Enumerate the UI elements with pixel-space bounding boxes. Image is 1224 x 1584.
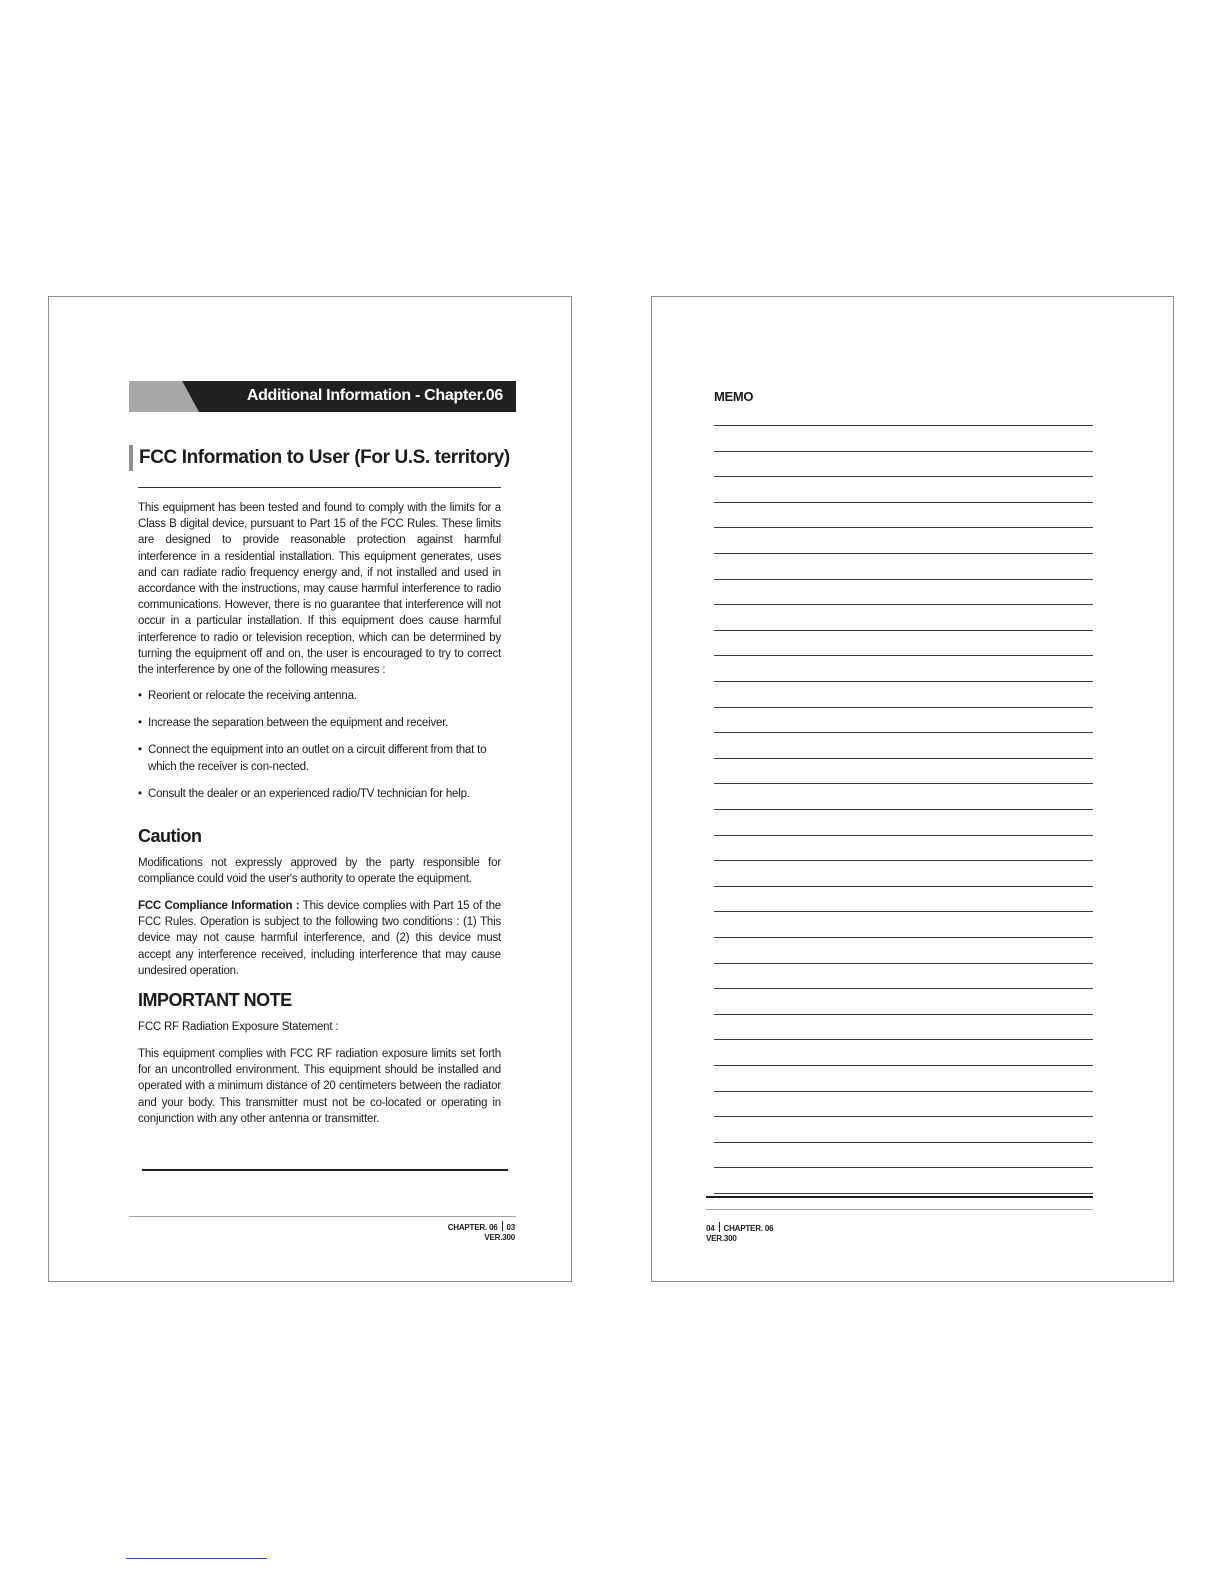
memo-line	[714, 1142, 1093, 1143]
memo-line	[714, 886, 1093, 887]
memo-line	[714, 1014, 1093, 1015]
chapter-banner-title: Additional Information - Chapter.06	[246, 387, 503, 404]
important-note-heading: IMPORTANT NOTE	[138, 990, 292, 1010]
memo-lines	[714, 425, 1093, 1205]
memo-line	[714, 655, 1093, 656]
memo-line	[714, 553, 1093, 554]
bullet-icon: •	[138, 690, 142, 702]
memo-line	[714, 963, 1093, 964]
section-end-rule	[142, 1169, 508, 1171]
footer-divider	[719, 1222, 720, 1232]
memo-title: MEMO	[714, 389, 754, 404]
manual-page-right	[651, 296, 1174, 1282]
memo-line	[714, 937, 1093, 938]
memo-line	[714, 1167, 1093, 1168]
bullet-icon: •	[138, 744, 142, 757]
compliance-label: FCC Compliance Information :	[138, 900, 300, 912]
chapter-banner	[129, 381, 516, 412]
memo-line	[714, 604, 1093, 605]
memo-line	[714, 1193, 1093, 1194]
list-item	[138, 715, 501, 731]
page-number: 04	[706, 1224, 715, 1233]
footer-divider	[502, 1221, 503, 1231]
page-footer-left	[448, 1221, 515, 1243]
memo-line	[714, 860, 1093, 861]
memo-line	[714, 783, 1093, 784]
footer-version: VER.300	[484, 1233, 515, 1242]
memo-line	[714, 835, 1093, 836]
list-item	[138, 688, 501, 704]
memo-line	[714, 630, 1093, 631]
memo-line	[714, 732, 1093, 733]
bullet-text: Increase the separation between the equipment and receiver.	[148, 717, 449, 730]
list-item	[138, 786, 501, 802]
rf-exposure-paragraph: This equipment complies with FCC RF radiation exposure limits set forth for an uncontrolled environment. This equipment should be installed and operated with a minimum distance of 20 centimeters between the radiator and your body. This transmitter must not be co-located or operating in conjunction with any other antenna or transmitter.	[138, 1048, 501, 1125]
memo-line	[714, 1091, 1093, 1092]
compliance-text: This device complies with Part 15 of the FCC Rules. Operation is subject to the following two conditions : (1) This device may not cause harmful interference, and (2) this device must accept any interference received, including interference that may cause undesired operation.	[138, 900, 501, 977]
footer-chapter: CHAPTER. 06	[723, 1224, 774, 1233]
bullet-text: Reorient or relocate the receiving antenna.	[148, 690, 357, 702]
memo-line	[714, 579, 1093, 580]
footer-rule	[706, 1209, 1093, 1210]
memo-bottom-rule	[706, 1196, 1093, 1198]
bullet-icon: •	[138, 787, 142, 800]
footer-rule	[129, 1216, 516, 1217]
memo-line	[714, 809, 1093, 810]
footer-chapter-line	[706, 1222, 773, 1234]
memo-line	[714, 707, 1093, 708]
footer-chapter-line	[448, 1221, 515, 1233]
memo-line	[714, 502, 1093, 503]
memo-line	[714, 476, 1093, 477]
memo-line	[714, 911, 1093, 912]
compliance-paragraph	[138, 898, 501, 979]
caution-paragraph: Modifications not expressly approved by the party responsible for compliance could void the user's authority to operate the equipment.	[138, 857, 501, 886]
memo-line	[714, 1065, 1093, 1066]
memo-line	[714, 1116, 1093, 1117]
bullet-text: Consult the dealer or an experienced radio/TV technician for help.	[148, 787, 470, 800]
banner-gray-wedge	[129, 381, 199, 412]
footer-version: VER.300	[706, 1234, 737, 1243]
memo-line	[714, 527, 1093, 528]
memo-line	[714, 1039, 1093, 1040]
bullet-icon: •	[138, 717, 142, 730]
manual-page-left	[48, 296, 572, 1282]
page-footer-right	[706, 1222, 773, 1244]
memo-line	[714, 425, 1093, 426]
title-marker	[129, 445, 133, 471]
memo-line	[714, 988, 1093, 989]
document-link-underline[interactable]	[126, 1558, 267, 1559]
fcc-information-paragraph: This equipment has been tested and found to comply with the limits for a Class B digital device, pursuant to Part 15 of the FCC Rules. These limits are designed to provide reasonable protection against harmful interference in a residential installation. This equipment generates, uses and can radiate radio frequency energy and, if not installed and used in accordance with the instructions, may cause harmful interference to radio communications. However, there is no guarantee that interference will not occur in a particular installation. If this equipment does cause harmful interference to radio or television reception, which can be determined by turning the equipment off and on, the user is encouraged to try to correct the interference by one of the following measures :	[138, 502, 501, 677]
title-divider	[138, 487, 501, 488]
interference-measures-list	[138, 688, 501, 813]
page-number: 03	[506, 1223, 515, 1232]
bullet-text: Connect the equipment into an outlet on a circuit different from that to which the receiver is con-nected.	[148, 744, 487, 773]
page-title: FCC Information to User (For U.S. territory)	[139, 447, 510, 468]
footer-chapter: CHAPTER. 06	[447, 1223, 498, 1232]
memo-line	[714, 758, 1093, 759]
memo-line	[714, 681, 1093, 682]
list-item	[138, 742, 501, 774]
caution-heading: Caution	[138, 826, 202, 846]
rf-exposure-subtitle: FCC RF Radiation Exposure Statement :	[138, 1021, 339, 1033]
section-title-block	[129, 445, 510, 471]
memo-line	[714, 451, 1093, 452]
